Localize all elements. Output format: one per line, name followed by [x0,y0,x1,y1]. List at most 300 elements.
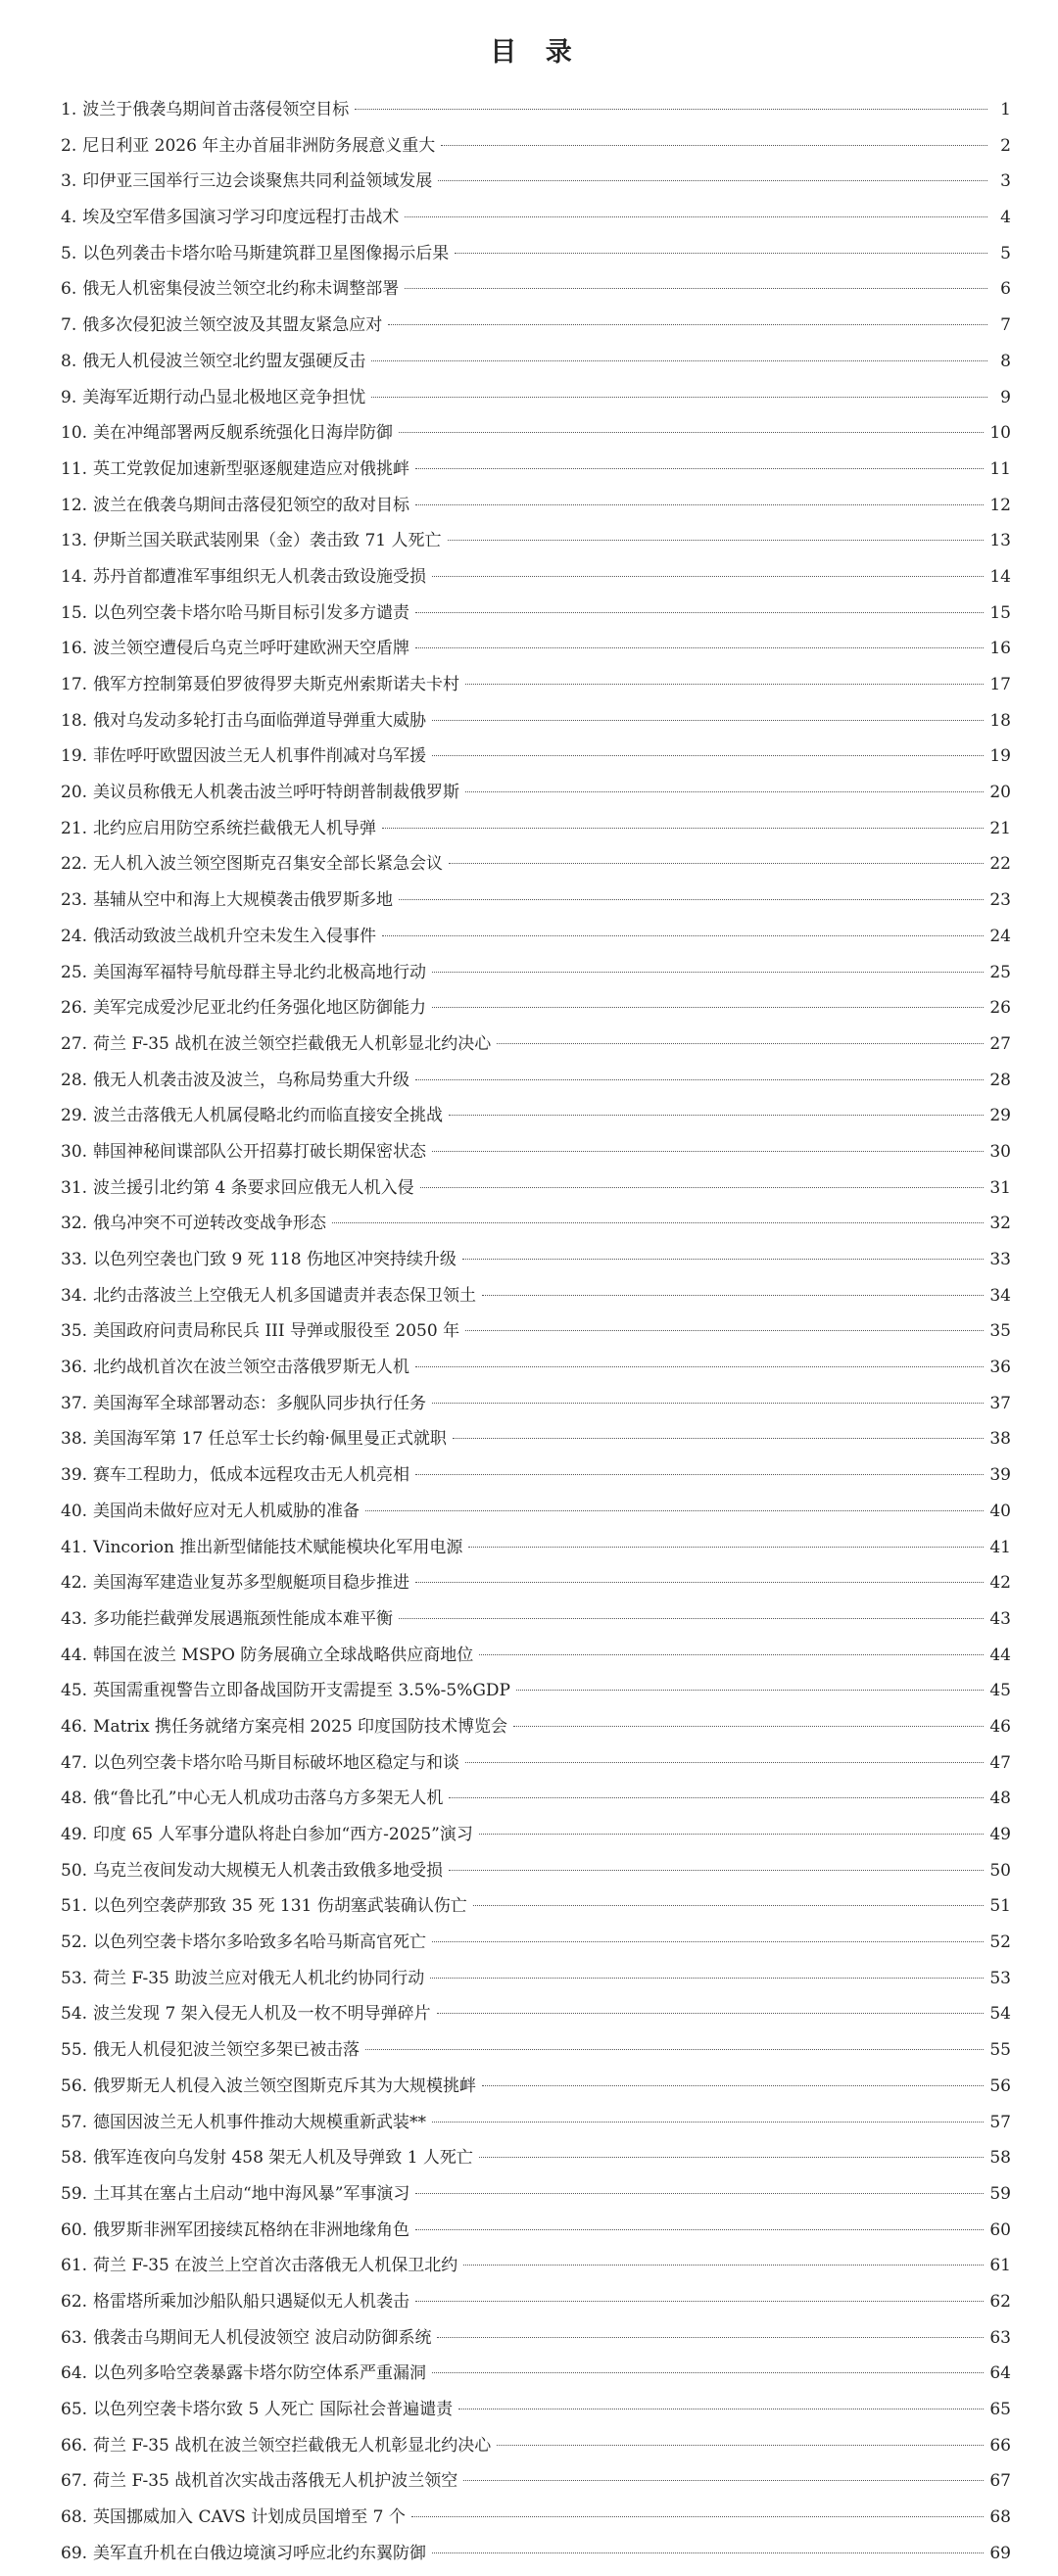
toc-entry[interactable] [61,883,1011,919]
toc-entry-number: 24. [61,926,88,946]
toc-entry-number: 23. [61,890,88,911]
toc-entry-number: 55. [61,2040,88,2061]
toc-entry[interactable] [61,667,1011,703]
toc-dot-leader [399,1618,984,1619]
toc-entry-number: 29. [61,1106,88,1126]
toc-entry-title[interactable]: 英国需重视警告立即备战国防开支需提至 3.5%-5%GDP [93,1681,511,1701]
toc-entry-page-number: 69 [989,2543,1011,2563]
toc-entry-title[interactable]: 波兰援引北约第 4 条要求回应俄无人机入侵 [93,1177,414,1198]
toc-entry-title[interactable]: Vincorion 推出新型储能技术赋能模块化军用电源 [93,1537,463,1557]
toc-entry[interactable] [61,1530,1011,1566]
toc-entry-title[interactable]: 以色列多哈空袭暴露卡塔尔防空体系严重漏洞 [93,2363,427,2384]
toc-entry-title[interactable]: 美在冲绳部署两反舰系统强化日海岸防御 [93,423,394,444]
toc-entry-number: 61. [61,2256,88,2276]
toc-entry-title[interactable]: 俄“鲁比孔”中心无人机成功击落乌方多架无人机 [93,1789,444,1809]
toc-entry-title[interactable]: 印度 65 人军事分遣队将赴白参加“西方-2025”演习 [93,1825,473,1844]
toc-entry-title[interactable]: 俄袭击乌期间无人机侵波领空 波启动防御系统 [93,2327,432,2348]
toc-entry-title[interactable]: 俄活动致波兰战机升空未发生入侵事件 [93,926,377,946]
toc-dot-leader [415,1366,984,1367]
toc-entry-page-number: 46 [989,1716,1011,1737]
toc-entry[interactable] [61,200,1011,236]
toc-dot-leader [479,2157,984,2158]
toc-entry[interactable] [61,344,1011,380]
toc-entry-number: 27. [61,1033,88,1054]
toc-entry-title[interactable]: 俄罗斯非洲军团接续瓦格纳在非洲地缘角色 [93,2219,410,2240]
toc-entry[interactable] [61,523,1011,559]
toc-entry-page-number: 34 [989,1285,1011,1306]
toc-entry-number: 5. [61,243,77,263]
toc-dot-leader [415,647,984,648]
toc-entry-page-number: 22 [989,854,1011,875]
toc-dot-leader [479,1654,984,1655]
toc-entry[interactable] [61,2536,1011,2572]
toc-entry[interactable] [61,2032,1011,2069]
toc-entry-number: 48. [61,1789,88,1809]
toc-dot-leader [382,935,984,936]
toc-entry-number: 50. [61,1860,88,1881]
toc-entry-title[interactable]: 波兰于俄袭乌期间首击落侵领空目标 [82,100,350,119]
toc-entry[interactable] [61,990,1011,1026]
toc-entry-page-number: 52 [989,1932,1011,1953]
toc-entry[interactable] [61,775,1011,811]
toc-entry[interactable] [61,1961,1011,1997]
toc-dot-leader [432,755,984,756]
toc-entry-title[interactable]: 德国因波兰无人机事件推动大规模重新武装** [93,2112,427,2132]
toc-entry-number: 51. [61,1896,88,1917]
toc-entry-title[interactable]: 英国挪威加入 CAVS 计划成员国增至 7 个 [93,2507,406,2528]
toc-entry-title[interactable]: 以色列空袭卡塔尔哈马斯目标破坏地区稳定与和谈 [93,1752,460,1773]
toc-dot-leader [468,1547,984,1548]
toc-entry[interactable] [61,2500,1011,2536]
toc-entry[interactable] [61,2284,1011,2320]
toc-dot-leader [415,2229,984,2230]
toc-entry-number: 14. [61,566,88,587]
toc-dot-leader [449,863,984,864]
toc-entry-number: 58. [61,2148,88,2169]
toc-entry-page-number: 49 [989,1825,1011,1844]
toc-entry-page-number: 67 [989,2471,1011,2492]
toc-dot-leader [463,2480,984,2481]
toc-entry-title[interactable]: 苏丹首都遭准军事组织无人机袭击致设施受损 [93,566,427,587]
toc-dot-leader [415,1079,984,1080]
toc-entry-title[interactable]: 美国海军全球部署动态：多舰队同步执行任务 [93,1393,427,1413]
toc-dot-leader [432,2372,984,2373]
toc-dot-leader [437,2337,984,2338]
toc-entry-title[interactable]: 韩国在波兰 MSPO 防务展确立全球战略供应商地位 [93,1645,474,1665]
toc-entry-number: 52. [61,1932,88,1953]
toc-entry-title[interactable]: 俄无人机侵犯波兰领空多架已被击落 [93,2040,361,2061]
toc-dot-leader [420,1187,985,1188]
toc-entry-number: 30. [61,1141,88,1162]
toc-entry-number: 38. [61,1429,88,1450]
toc-entry-number: 34. [61,1285,88,1306]
toc-entry[interactable] [61,1278,1011,1314]
toc-entry-title[interactable]: 美国尚未做好应对无人机威胁的准备 [93,1501,361,1521]
toc-entry-page-number: 65 [989,2400,1011,2419]
toc-entry-title[interactable]: 英工党敦促加速新型驱逐舰建造应对俄挑衅 [93,458,410,479]
toc-dot-leader [497,1043,984,1044]
toc-entry-page-number: 54 [989,2004,1011,2025]
toc-entry-title[interactable]: 美国政府问责局称民兵 III 导弹或服役至 2050 年 [93,1321,460,1342]
toc-entry[interactable] [61,2069,1011,2105]
toc-entry[interactable] [61,1494,1011,1530]
toc-entry[interactable] [61,1601,1011,1638]
toc-entry-title[interactable]: 印伊亚三国举行三边会谈聚焦共同利益领域发展 [82,171,433,192]
toc-dot-leader [448,540,985,541]
toc-entry-page-number: 53 [989,1968,1011,1988]
toc-entry-page-number: 12 [989,495,1011,515]
toc-entry-page-number: 8 [1000,351,1011,371]
toc-entry-number: 1. [61,100,77,119]
toc-entry[interactable] [61,559,1011,596]
toc-entry[interactable] [61,2176,1011,2213]
toc-entry-page-number: 66 [989,2435,1011,2456]
toc-entry-page-number: 51 [989,1896,1011,1917]
toc-entry-number: 17. [61,675,88,694]
toc-entry[interactable] [61,1996,1011,2032]
toc-entry-page-number: 3 [1000,171,1011,192]
toc-entry-page-number: 62 [989,2291,1011,2312]
toc-entry[interactable] [61,2213,1011,2249]
toc-entry-title[interactable]: 波兰领空遭侵后乌克兰呼吁建欧洲天空盾牌 [93,639,410,659]
toc-entry-title[interactable]: 俄乌冲突不可逆转改变战争形态 [93,1214,327,1234]
toc-entry-title[interactable]: 北约击落波兰上空俄无人机多国谴责并表态保卫领土 [93,1285,477,1306]
toc-entry-number: 22. [61,854,88,875]
toc-entry-number: 32. [61,1214,88,1234]
toc-entry-number: 63. [61,2327,88,2348]
toc-entry[interactable] [61,1781,1011,1817]
toc-entry-page-number: 47 [989,1752,1011,1773]
toc-entry-number: 67. [61,2471,88,2492]
toc-entry-title[interactable]: 赛车工程助力，低成本远程攻击无人机亮相 [93,1465,410,1486]
toc-entry-page-number: 2 [1000,135,1011,156]
toc-dot-leader [465,1762,984,1763]
toc-entry-title[interactable]: 荷兰 F-35 在波兰上空首次击落俄无人机保卫北约 [93,2256,458,2276]
toc-entry-number: 68. [61,2507,88,2528]
toc-entry-number: 44. [61,1645,88,1665]
toc-dot-leader [415,468,984,469]
toc-entry-title[interactable]: 以色列空袭卡塔尔多哈致多名哈马斯高官死亡 [93,1932,427,1953]
toc-entry-title[interactable]: 北约战机首次在波兰领空击落俄罗斯无人机 [93,1358,410,1378]
toc-entry-page-number: 39 [989,1465,1011,1486]
toc-entry-title[interactable]: 乌克兰夜间发动大规模无人机袭击致俄多地受损 [93,1860,444,1881]
toc-entry-page-number: 32 [989,1214,1011,1234]
toc-entry-title[interactable]: 北约应启用防空系统拦截俄无人机导弹 [93,818,377,838]
toc-entry-page-number: 57 [989,2112,1011,2132]
toc-entry-page-number: 5 [1000,243,1011,263]
toc-entry-number: 39. [61,1465,88,1486]
toc-entry-number: 33. [61,1250,88,1269]
toc-entry-title[interactable]: 美国海军建造业复苏多型舰艇项目稳步推进 [93,1573,410,1594]
toc-entry-page-number: 61 [989,2256,1011,2276]
toc-entry[interactable] [61,1888,1011,1925]
toc-entry-title[interactable]: 荷兰 F-35 战机在波兰领空拦截俄无人机彰显北约决心 [93,2435,492,2456]
toc-entry[interactable] [61,1026,1011,1063]
toc-entry-title[interactable]: 美议员称俄无人机袭击波兰呼吁特朗普制裁俄罗斯 [93,783,460,803]
toc-dot-leader [432,576,984,577]
toc-dot-leader [371,360,987,361]
toc-entry[interactable] [61,1457,1011,1494]
toc-entry-page-number: 37 [989,1393,1011,1413]
toc-dot-leader [382,828,984,829]
toc-dot-leader [449,1797,984,1798]
toc-entry-title[interactable]: 俄对乌发动多轮打击乌面临弹道导弹重大威胁 [93,710,427,731]
toc-entry[interactable] [61,92,1011,128]
toc-entry[interactable] [61,2248,1011,2284]
toc-dot-leader [415,2193,984,2194]
toc-dot-leader [482,2085,984,2086]
toc-dot-leader [465,791,984,792]
toc-entry-title[interactable]: 以色列空袭也门致 9 死 118 伤地区冲突持续升级 [93,1250,457,1269]
toc-entry[interactable] [61,1925,1011,1961]
toc-entry-page-number: 45 [989,1681,1011,1701]
toc-entry-title[interactable]: 以色列空袭萨那致 35 死 131 伤胡塞武装确认伤亡 [93,1896,467,1917]
toc-entry[interactable] [61,596,1011,632]
toc-entry-title[interactable]: 以色列袭击卡塔尔哈马斯建筑群卫星图像揭示后果 [82,243,450,263]
toc-entry-number: 66. [61,2435,88,2456]
toc-entry-page-number: 58 [989,2148,1011,2169]
toc-entry-page-number: 19 [989,746,1011,767]
toc-entry[interactable] [61,2392,1011,2428]
toc-entry-title[interactable]: 俄无人机袭击波及波兰，乌称局势重大升级 [93,1070,410,1090]
toc-entry-number: 41. [61,1537,88,1557]
toc-entry[interactable] [61,1242,1011,1278]
toc-entry[interactable] [61,271,1011,308]
toc-entry-title[interactable]: 俄军方控制第聂伯罗彼得罗夫斯克州索斯诺夫卡村 [93,675,460,694]
toc-entry-title[interactable]: 俄军连夜向乌发射 458 架无人机及导弹致 1 人死亡 [93,2148,473,2169]
toc-entry-page-number: 63 [989,2327,1011,2348]
toc-dot-leader [332,1222,984,1223]
toc-entry[interactable] [61,1206,1011,1242]
toc-entry-page-number: 56 [989,2075,1011,2096]
toc-entry-number: 31. [61,1177,88,1198]
toc-entry-title[interactable]: 俄罗斯无人机侵入波兰领空图斯克斥其为大规模挑衅 [93,2075,477,2096]
toc-dot-leader [405,288,987,289]
toc-dot-leader [415,1474,984,1475]
toc-entry-page-number: 68 [989,2507,1011,2528]
toc-entry-number: 20. [61,783,88,803]
toc-entry-number: 11. [61,458,88,479]
toc-entry-number: 28. [61,1070,88,1090]
toc-entry-number: 3. [61,171,77,192]
toc-entry-title[interactable]: 菲佐呼吁欧盟因波兰无人机事件削减对乌军援 [93,746,427,767]
toc-dot-leader [513,1726,984,1727]
toc-entry[interactable] [61,955,1011,991]
toc-entry[interactable] [61,380,1011,416]
toc-dot-leader [497,2445,984,2446]
toc-entry[interactable] [61,1709,1011,1745]
toc-entry[interactable] [61,1386,1011,1422]
toc-entry[interactable] [61,2105,1011,2141]
toc-entry-title[interactable]: 美海军近期行动凸显北极地区竞争担忧 [82,387,366,407]
toc-entry-page-number: 6 [1000,279,1011,300]
toc-entry[interactable] [61,128,1011,165]
toc-entry[interactable] [61,1745,1011,1782]
toc-dot-leader [473,1905,985,1906]
toc-entry-title[interactable]: 以色列空袭卡塔尔致 5 人死亡 国际社会普遍谴责 [93,2400,454,2419]
toc-entry-page-number: 13 [989,531,1011,551]
toc-entry-page-number: 55 [989,2040,1011,2061]
toc-dot-leader [463,2265,984,2266]
toc-entry[interactable] [61,308,1011,344]
toc-entry-page-number: 30 [989,1141,1011,1162]
toc-entry[interactable] [61,811,1011,847]
toc-entry[interactable] [61,1350,1011,1386]
toc-entry[interactable] [61,1565,1011,1601]
toc-dot-leader [415,2301,984,2302]
toc-entry-title[interactable]: 俄无人机密集侵波兰领空北约称未调整部署 [82,279,400,300]
toc-dot-leader [371,397,987,398]
toc-entry-title[interactable]: 美国海军第 17 任总军士长约翰·佩里曼正式就职 [93,1429,447,1450]
toc-entry[interactable] [61,1170,1011,1207]
toc-entry-title[interactable]: 格雷塔所乘加沙船队船只遇疑似无人机袭击 [93,2291,410,2312]
toc-dot-leader [415,1582,984,1583]
toc-entry[interactable] [61,1098,1011,1134]
toc-entry-page-number: 60 [989,2219,1011,2240]
toc-entry-title[interactable]: 荷兰 F-35 助波兰应对俄无人机北约协同行动 [93,1968,425,1988]
toc-entry-number: 13. [61,531,88,551]
toc-entry-title[interactable]: 荷兰 F-35 战机首次实战击落俄无人机护波兰领空 [93,2471,458,2492]
toc-dot-leader [415,612,984,613]
toc-entry[interactable] [61,164,1011,200]
toc-entry[interactable] [61,488,1011,524]
toc-entry[interactable] [61,1421,1011,1457]
toc-entry[interactable] [61,1673,1011,1709]
toc-entry-number: 9. [61,387,77,407]
toc-entry[interactable] [61,415,1011,452]
toc-entry-page-number: 64 [989,2363,1011,2384]
toc-entry-page-number: 16 [989,639,1011,659]
toc-entry[interactable] [61,2428,1011,2464]
toc-entry-page-number: 23 [989,890,1011,911]
toc-dot-leader [453,1438,984,1439]
toc-entry-number: 10. [61,423,88,444]
toc-entry-page-number: 43 [989,1608,1011,1629]
toc-entry-title[interactable]: 尼日利亚 2026 年主办首届非洲防务展意义重大 [82,135,436,156]
toc-entry-title[interactable]: 土耳其在塞占土启动“地中海风暴”军事演习 [93,2183,410,2204]
toc-entry-page-number: 10 [989,423,1011,444]
toc-dot-leader [462,1259,984,1260]
toc-entry-number: 64. [61,2363,88,2384]
toc-entry[interactable] [61,1817,1011,1853]
toc-entry-title[interactable]: 多功能拦截弹发展遇瓶颈性能成本难平衡 [93,1608,394,1629]
toc-entry-page-number: 33 [989,1250,1011,1269]
toc-entry[interactable] [61,1063,1011,1099]
toc-entry-page-number: 48 [989,1789,1011,1809]
toc-dot-leader [430,1978,984,1979]
toc-entry-page-number: 38 [989,1429,1011,1450]
toc-entry-title[interactable]: 俄无人机侵波兰领空北约盟友强硬反击 [82,351,366,371]
toc-entry-title[interactable]: 美国海军福特号航母群主导北约北极高地行动 [93,962,427,982]
toc-dot-leader [432,720,984,721]
toc-entry-number: 7. [61,315,77,336]
toc-entry[interactable] [61,2356,1011,2392]
toc-dot-leader [355,109,987,110]
toc-entry-title[interactable]: 美军直升机在白俄边境演习呼应北约东翼防御 [93,2543,427,2563]
toc-entry-title[interactable]: 以色列空袭卡塔尔哈马斯目标引发多方谴责 [93,602,410,623]
toc-entry-number: 18. [61,710,88,731]
toc-entry-page-number: 18 [989,710,1011,731]
toc-dot-leader [465,1330,984,1331]
toc-entry-number: 15. [61,602,88,623]
toc-entry-page-number: 36 [989,1358,1011,1378]
toc-entry-title[interactable]: 美军完成爱沙尼亚北约任务强化地区防御能力 [93,998,427,1019]
toc-entry-number: 46. [61,1716,88,1737]
toc-entry-number: 53. [61,1968,88,1988]
toc-entry-title[interactable]: 波兰发现 7 架入侵无人机及一枚不明导弹碎片 [93,2004,431,2025]
toc-entry-number: 56. [61,2075,88,2096]
toc-entry-number: 37. [61,1393,88,1413]
toc-entry-number: 35. [61,1321,88,1342]
toc-entry-title[interactable]: 波兰在俄袭乌期间击落侵犯领空的敌对目标 [93,495,410,515]
toc-dot-leader [399,432,984,433]
toc-dot-leader [449,1115,984,1116]
toc-entry-page-number: 9 [1000,387,1011,407]
toc-entry-title[interactable]: 伊斯兰国关联武装刚果（金）袭击致 71 人死亡 [93,531,442,551]
toc-entry-number: 49. [61,1825,88,1844]
toc-entry-number: 42. [61,1573,88,1594]
toc-entry[interactable] [61,703,1011,739]
toc-entry[interactable] [61,1638,1011,1674]
toc-list [61,92,1011,2571]
toc-entry[interactable] [61,919,1011,955]
toc-entry[interactable] [61,631,1011,667]
toc-entry-number: 16. [61,639,88,659]
toc-entry-page-number: 26 [989,998,1011,1019]
toc-dot-leader [441,145,987,146]
toc-dot-leader [388,324,987,325]
toc-dot-leader [411,2516,985,2517]
toc-dot-leader [455,253,987,254]
toc-entry[interactable] [61,1313,1011,1350]
toc-entry-title[interactable]: 俄多次侵犯波兰领空波及其盟友紧急应对 [82,315,383,336]
toc-entry-title[interactable]: 无人机入波兰领空图斯克召集安全部长紧急会议 [93,854,444,875]
toc-entry-page-number: 17 [989,675,1011,694]
toc-entry[interactable] [61,1134,1011,1170]
toc-entry-number: 60. [61,2219,88,2240]
toc-entry-page-number: 44 [989,1645,1011,1665]
toc-entry[interactable] [61,2463,1011,2500]
toc-entry-page-number: 59 [989,2183,1011,2204]
toc-entry-page-number: 31 [989,1177,1011,1198]
toc-entry-number: 54. [61,2004,88,2025]
toc-entry[interactable] [61,739,1011,775]
toc-entry[interactable] [61,1853,1011,1889]
toc-entry[interactable] [61,452,1011,488]
toc-dot-leader [449,1870,984,1871]
toc-entry-page-number: 7 [1000,315,1011,336]
toc-entry-number: 8. [61,351,77,371]
toc-entry-title[interactable]: 荷兰 F-35 战机在波兰领空拦截俄无人机彰显北约决心 [93,1033,492,1054]
toc-entry-title[interactable]: Matrix 携任务就绪方案亮相 2025 印度国防技术博览会 [93,1716,508,1737]
toc-dot-leader [432,1403,984,1404]
toc-entry-page-number: 11 [989,458,1011,479]
toc-entry[interactable] [61,846,1011,883]
toc-entry-title[interactable]: 波兰击落俄无人机属侵略北约而临直接安全挑战 [93,1106,444,1126]
toc-dot-leader [465,684,984,685]
toc-dot-leader [437,2013,985,2014]
toc-entry-number: 45. [61,1681,88,1701]
toc-dot-leader [432,972,984,973]
toc-entry-title[interactable]: 基辅从空中和海上大规模袭击俄罗斯多地 [93,890,394,911]
toc-entry[interactable] [61,2140,1011,2176]
toc-entry-title[interactable]: 韩国神秘间谍部队公开招募打破长期保密状态 [93,1141,427,1162]
toc-dot-leader [438,180,987,181]
toc-entry[interactable] [61,2320,1011,2357]
toc-entry[interactable] [61,236,1011,272]
toc-entry-number: 62. [61,2291,88,2312]
toc-entry-title[interactable]: 埃及空军借多国演习学习印度远程打击战术 [82,208,400,228]
